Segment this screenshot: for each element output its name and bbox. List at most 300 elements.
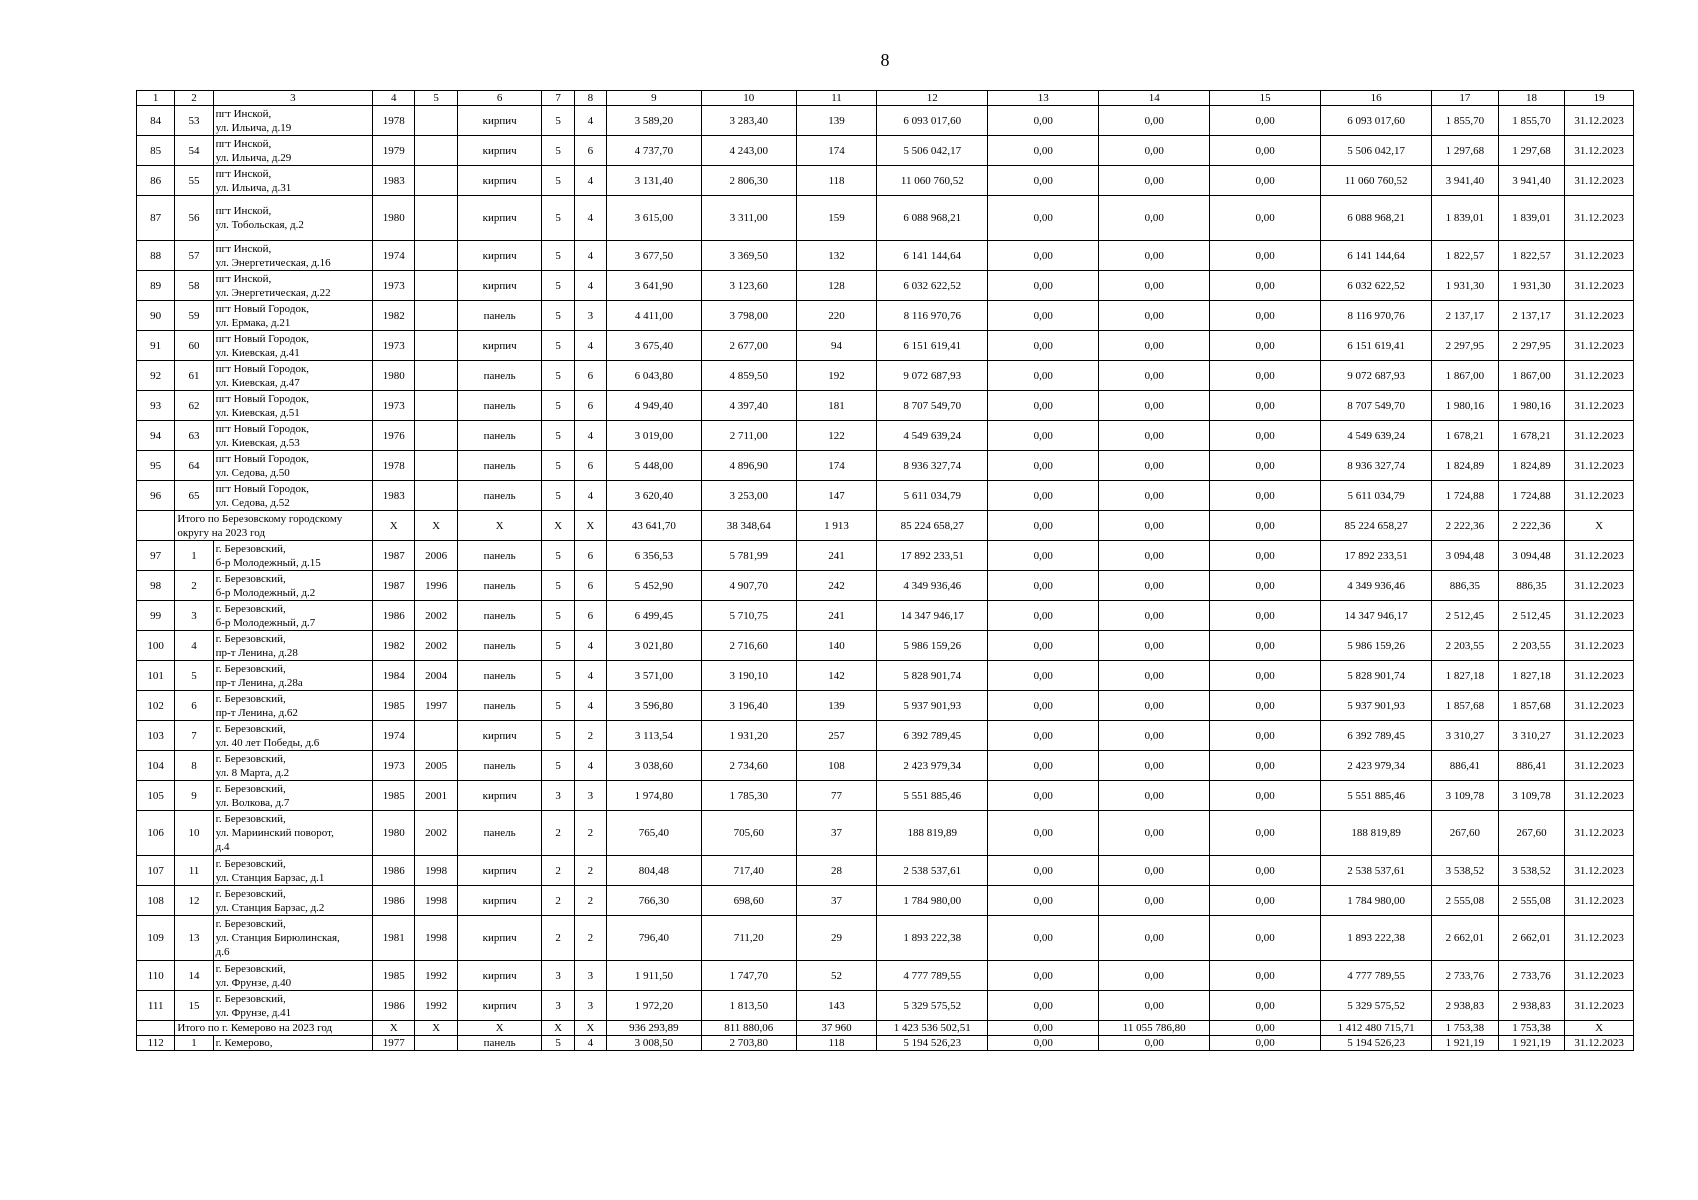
table-cell: 17 892 233,51 [877, 541, 988, 571]
table-cell: 1 867,00 [1498, 361, 1565, 391]
table-cell [415, 271, 457, 301]
address-cell: г. Березовский, ул. Станция Бирюлинская, д.6 [213, 916, 372, 961]
table-cell: 257 [796, 721, 877, 751]
table-cell: 31.12.2023 [1565, 916, 1634, 961]
table-cell: 0,00 [1210, 811, 1321, 856]
address-cell: пгт Инской, ул. Ильича, д.29 [213, 136, 372, 166]
table-cell: 118 [796, 1036, 877, 1051]
table-cell: 31.12.2023 [1565, 886, 1634, 916]
table-cell: 0,00 [1099, 241, 1210, 271]
table-cell: кирпич [457, 916, 542, 961]
table-cell: 5 937 901,93 [1321, 691, 1432, 721]
table-cell: 1977 [373, 1036, 415, 1051]
table-cell: панель [457, 451, 542, 481]
table-cell: 0,00 [1099, 601, 1210, 631]
address-cell: г. Березовский, ул. Волкова, д.7 [213, 781, 372, 811]
table-cell: 1 [175, 1036, 213, 1051]
address-cell: г. Березовский, пр-т Ленина, д.28а [213, 661, 372, 691]
table-cell: 4 [574, 691, 606, 721]
table-cell: 31.12.2023 [1565, 991, 1634, 1021]
table-cell: 0,00 [988, 691, 1099, 721]
table-cell: 31.12.2023 [1565, 856, 1634, 886]
table-cell: 62 [175, 391, 213, 421]
table-cell: кирпич [457, 136, 542, 166]
table-cell: 5 [542, 751, 574, 781]
table-cell: 5 [542, 301, 574, 331]
table-cell: 57 [175, 241, 213, 271]
table-cell: 84 [137, 106, 175, 136]
column-number: 19 [1565, 91, 1634, 106]
table-cell: 0,00 [1099, 916, 1210, 961]
table-cell: 8 116 970,76 [877, 301, 988, 331]
table-cell: 2 716,60 [701, 631, 796, 661]
table-cell: 1981 [373, 916, 415, 961]
table-cell: 31.12.2023 [1565, 391, 1634, 421]
table-cell: 11 060 760,52 [1321, 166, 1432, 196]
table-cell: X [457, 511, 542, 541]
table-cell: 8 707 549,70 [1321, 391, 1432, 421]
table-cell: 85 224 658,27 [877, 511, 988, 541]
table-cell: 2 [175, 571, 213, 601]
table-cell: 5 [542, 631, 574, 661]
table-cell: 2 [574, 886, 606, 916]
column-number-row [137, 91, 1634, 106]
table-cell: 4 549 639,24 [1321, 421, 1432, 451]
table-cell: 4 [574, 421, 606, 451]
table-cell: 2006 [415, 541, 457, 571]
table-row [137, 166, 1634, 196]
table-cell: 0,00 [988, 421, 1099, 451]
table-cell: 3 675,40 [607, 331, 702, 361]
table-cell: 1984 [373, 661, 415, 691]
table-cell: 31.12.2023 [1565, 541, 1634, 571]
table-cell: 0,00 [988, 361, 1099, 391]
table-cell [415, 361, 457, 391]
address-cell: г. Березовский, ул. Мариинский поворот, д.4 [213, 811, 372, 856]
table-cell: 6 [574, 136, 606, 166]
table-cell: 267,60 [1432, 811, 1499, 856]
address-cell: пгт Новый Городок, ул. Киевская, д.41 [213, 331, 372, 361]
table-cell: 31.12.2023 [1565, 661, 1634, 691]
table-cell: 1998 [415, 886, 457, 916]
table-cell: кирпич [457, 721, 542, 751]
table-cell: 0,00 [1210, 631, 1321, 661]
table-cell: 1986 [373, 601, 415, 631]
table-cell: 174 [796, 451, 877, 481]
table-cell: 0,00 [1099, 661, 1210, 691]
table-body [137, 106, 1634, 1051]
table-cell: 2 [542, 856, 574, 886]
table-cell: 6 [574, 601, 606, 631]
table-cell: 0,00 [988, 106, 1099, 136]
table-cell: 1986 [373, 991, 415, 1021]
table-cell: 0,00 [1210, 241, 1321, 271]
table-cell: 705,60 [701, 811, 796, 856]
table-cell: 0,00 [988, 196, 1099, 241]
table-cell: 31.12.2023 [1565, 421, 1634, 451]
table-cell: 3 677,50 [607, 241, 702, 271]
table-cell: 5 986 159,26 [877, 631, 988, 661]
housing-registry-table [136, 90, 1634, 1051]
table-cell: 2 555,08 [1498, 886, 1565, 916]
table-cell: 0,00 [1099, 136, 1210, 166]
table-cell: панель [457, 691, 542, 721]
table-cell: 3 596,80 [607, 691, 702, 721]
table-cell: 3 109,78 [1498, 781, 1565, 811]
table-cell: 4 549 639,24 [877, 421, 988, 451]
table-cell: 1985 [373, 691, 415, 721]
table-cell: 132 [796, 241, 877, 271]
table-cell: 0,00 [1210, 961, 1321, 991]
table-cell: 0,00 [988, 136, 1099, 166]
table-row [137, 541, 1634, 571]
table-cell: 4 737,70 [607, 136, 702, 166]
table-cell: 87 [137, 196, 175, 241]
table-cell: 3 589,20 [607, 106, 702, 136]
table-cell: 0,00 [988, 481, 1099, 511]
table-cell [415, 1036, 457, 1051]
table-cell: 102 [137, 691, 175, 721]
table-cell: 711,20 [701, 916, 796, 961]
table-cell: 54 [175, 136, 213, 166]
table-cell: 0,00 [1210, 541, 1321, 571]
table-cell: 192 [796, 361, 877, 391]
table-cell: X [415, 511, 457, 541]
table-cell: 5 [542, 361, 574, 391]
table-cell: 3 094,48 [1432, 541, 1499, 571]
table-cell: 0,00 [1099, 106, 1210, 136]
table-cell [415, 481, 457, 511]
table-cell: панель [457, 631, 542, 661]
table-cell: 1 784 980,00 [877, 886, 988, 916]
table-cell: 1 921,19 [1432, 1036, 1499, 1051]
column-number: 1 [137, 91, 175, 106]
table-cell [415, 301, 457, 331]
table-cell: 5 [542, 661, 574, 691]
column-number: 14 [1099, 91, 1210, 106]
table-cell: 3 798,00 [701, 301, 796, 331]
table-cell: 0,00 [1099, 961, 1210, 991]
table-cell: 5 506 042,17 [1321, 136, 1432, 166]
table-row [137, 886, 1634, 916]
table-cell: 2 733,76 [1498, 961, 1565, 991]
table-cell: 12 [175, 886, 213, 916]
table-cell: 1983 [373, 166, 415, 196]
table-cell: 1992 [415, 991, 457, 1021]
table-cell: кирпич [457, 961, 542, 991]
table-cell: 6 151 619,41 [877, 331, 988, 361]
column-number: 5 [415, 91, 457, 106]
table-cell: 3 538,52 [1498, 856, 1565, 886]
table-cell: 0,00 [988, 1021, 1099, 1036]
table-cell: 5 [542, 691, 574, 721]
column-number: 4 [373, 91, 415, 106]
table-cell: 6 032 622,52 [1321, 271, 1432, 301]
table-cell: 2 512,45 [1432, 601, 1499, 631]
table-cell: 2 703,80 [701, 1036, 796, 1051]
table-cell: 2 662,01 [1432, 916, 1499, 961]
table-cell: 143 [796, 991, 877, 1021]
table-cell: 29 [796, 916, 877, 961]
table-cell: 37 [796, 886, 877, 916]
table-cell: 0,00 [988, 961, 1099, 991]
table-cell: 0,00 [1099, 886, 1210, 916]
table-cell: 17 892 233,51 [1321, 541, 1432, 571]
address-cell: пгт Новый Городок, ул. Ермака, д.21 [213, 301, 372, 331]
table-cell: 37 [796, 811, 877, 856]
table-cell: 3 [574, 781, 606, 811]
table-cell: 5 [542, 451, 574, 481]
table-cell: 3 310,27 [1498, 721, 1565, 751]
table-cell: 104 [137, 751, 175, 781]
table-cell: 2005 [415, 751, 457, 781]
table-cell: 0,00 [988, 1036, 1099, 1051]
table-cell: 4 [574, 271, 606, 301]
table-cell: 5 [542, 601, 574, 631]
table-cell: 1 913 [796, 511, 877, 541]
table-cell: 9 072 687,93 [877, 361, 988, 391]
table-cell: 0,00 [1099, 751, 1210, 781]
table-cell: 1997 [415, 691, 457, 721]
address-cell: пгт Инской, ул. Ильича, д.31 [213, 166, 372, 196]
table-cell: 241 [796, 541, 877, 571]
table-cell: 65 [175, 481, 213, 511]
table-cell: 1987 [373, 571, 415, 601]
table-cell: 717,40 [701, 856, 796, 886]
table-cell: 9 072 687,93 [1321, 361, 1432, 391]
table-cell: X [574, 511, 606, 541]
table-cell: 3 571,00 [607, 661, 702, 691]
table-cell: 3 [574, 301, 606, 331]
table-cell: 100 [137, 631, 175, 661]
table-cell: 1 [175, 541, 213, 571]
table-cell: X [542, 511, 574, 541]
table-cell: 58 [175, 271, 213, 301]
table-cell: 5 [542, 1036, 574, 1051]
table-cell: 1 678,21 [1498, 421, 1565, 451]
table-cell: 4 [574, 106, 606, 136]
table-cell: 0,00 [1099, 391, 1210, 421]
table-row [137, 751, 1634, 781]
table-cell [415, 106, 457, 136]
table-cell: 0,00 [1210, 1036, 1321, 1051]
table-cell: 4 [175, 631, 213, 661]
table-cell: 5 [542, 196, 574, 241]
table-cell: 0,00 [1210, 781, 1321, 811]
table-cell: 1 784 980,00 [1321, 886, 1432, 916]
table-cell: панель [457, 361, 542, 391]
table-cell: 1 980,16 [1432, 391, 1499, 421]
table-cell: 92 [137, 361, 175, 391]
table-cell: 1 857,68 [1432, 691, 1499, 721]
table-cell: 1 824,89 [1432, 451, 1499, 481]
page-number: 8 [880, 50, 890, 70]
table-cell: 106 [137, 811, 175, 856]
table-row [137, 856, 1634, 886]
table-cell: 31.12.2023 [1565, 811, 1634, 856]
table-cell: кирпич [457, 886, 542, 916]
table-cell: 2 297,95 [1498, 331, 1565, 361]
table-cell: 1983 [373, 481, 415, 511]
table-cell: 936 293,89 [607, 1021, 702, 1036]
table-cell: 2 [542, 886, 574, 916]
table-cell: 0,00 [1210, 421, 1321, 451]
table-row [137, 1036, 1634, 1051]
table-cell: 56 [175, 196, 213, 241]
table-cell: 1 747,70 [701, 961, 796, 991]
table-cell: 6 356,53 [607, 541, 702, 571]
table-cell: 1 423 536 502,51 [877, 1021, 988, 1036]
address-cell: г. Березовский, пр-т Ленина, д.62 [213, 691, 372, 721]
table-cell: 1 753,38 [1498, 1021, 1565, 1036]
table-cell: 0,00 [988, 241, 1099, 271]
table-cell: 31.12.2023 [1565, 331, 1634, 361]
table-cell: X [373, 511, 415, 541]
table-cell: панель [457, 811, 542, 856]
table-cell: 0,00 [1210, 166, 1321, 196]
table-cell: 1 724,88 [1498, 481, 1565, 511]
table-cell: 3 615,00 [607, 196, 702, 241]
table-cell: 8 936 327,74 [877, 451, 988, 481]
table-cell [415, 391, 457, 421]
column-number: 15 [1210, 91, 1321, 106]
address-cell: г. Березовский, б-р Молодежный, д.2 [213, 571, 372, 601]
table-cell: 2 677,00 [701, 331, 796, 361]
table-cell: 7 [175, 721, 213, 751]
table-cell: 5 194 526,23 [877, 1036, 988, 1051]
table-row [137, 241, 1634, 271]
table-cell: 886,41 [1432, 751, 1499, 781]
table-cell: 1976 [373, 421, 415, 451]
table-cell: 0,00 [1210, 721, 1321, 751]
table-cell: 1 724,88 [1432, 481, 1499, 511]
table-cell: 53 [175, 106, 213, 136]
table-cell: 1 972,20 [607, 991, 702, 1021]
table-cell: 1973 [373, 331, 415, 361]
table-row [137, 961, 1634, 991]
table-cell: 811 880,06 [701, 1021, 796, 1036]
table-cell: 99 [137, 601, 175, 631]
table-cell: 88 [137, 241, 175, 271]
table-cell: 1 857,68 [1498, 691, 1565, 721]
table-cell: 0,00 [1210, 481, 1321, 511]
table-cell: 0,00 [988, 541, 1099, 571]
table-cell: 31.12.2023 [1565, 481, 1634, 511]
table-cell: 89 [137, 271, 175, 301]
table-cell: 3 [175, 601, 213, 631]
table-cell: 85 [137, 136, 175, 166]
table-cell: 5 828 901,74 [877, 661, 988, 691]
table-cell: 3 369,50 [701, 241, 796, 271]
table-row [137, 661, 1634, 691]
table-cell: 3 [542, 961, 574, 991]
table-cell: 2002 [415, 811, 457, 856]
table-row [137, 631, 1634, 661]
table-cell: 2 222,36 [1498, 511, 1565, 541]
table-cell: 6 [574, 571, 606, 601]
table-cell [415, 196, 457, 241]
table-cell: 85 224 658,27 [1321, 511, 1432, 541]
table-cell: X [415, 1021, 457, 1036]
table-cell: 8 116 970,76 [1321, 301, 1432, 331]
table-cell: 5 194 526,23 [1321, 1036, 1432, 1051]
table-cell: 0,00 [1210, 691, 1321, 721]
table-cell: 4 [574, 751, 606, 781]
table-cell: 31.12.2023 [1565, 781, 1634, 811]
address-cell: пгт Новый Городок, ул. Киевская, д.51 [213, 391, 372, 421]
table-cell: 0,00 [1099, 451, 1210, 481]
table-cell: 0,00 [988, 511, 1099, 541]
table-cell: 3 019,00 [607, 421, 702, 451]
table-cell: 5 551 885,46 [877, 781, 988, 811]
table-cell: 886,35 [1498, 571, 1565, 601]
table-cell: 4 411,00 [607, 301, 702, 331]
table-cell: 0,00 [988, 991, 1099, 1021]
column-number: 3 [213, 91, 372, 106]
table-cell: 0,00 [1099, 196, 1210, 241]
table-cell: 2 938,83 [1432, 991, 1499, 1021]
table-cell: 0,00 [988, 721, 1099, 751]
table-cell: 1 822,57 [1432, 241, 1499, 271]
table-row [137, 331, 1634, 361]
address-cell: пгт Инской, ул. Ильича, д.19 [213, 106, 372, 136]
subtotal-label: Итого по г. Кемерово на 2023 год [175, 1021, 373, 1036]
table-cell [137, 1021, 175, 1036]
table-cell: 0,00 [1099, 541, 1210, 571]
table-row [137, 196, 1634, 241]
table-cell: 0,00 [988, 301, 1099, 331]
address-cell: г. Березовский, ул. Станция Барзас, д.1 [213, 856, 372, 886]
table-cell: 766,30 [607, 886, 702, 916]
table-cell: 122 [796, 421, 877, 451]
table-cell: 1980 [373, 196, 415, 241]
table-cell: 0,00 [1210, 361, 1321, 391]
table-cell: 3 196,40 [701, 691, 796, 721]
table-cell: 5 [175, 661, 213, 691]
table-cell: 0,00 [1099, 691, 1210, 721]
table-cell: 0,00 [1099, 301, 1210, 331]
table-cell: 5 [542, 271, 574, 301]
table-cell: 2 137,17 [1432, 301, 1499, 331]
table-row [137, 271, 1634, 301]
table-cell: 4 349 936,46 [877, 571, 988, 601]
address-cell: пгт Новый Городок, ул. Седова, д.52 [213, 481, 372, 511]
table-cell: 0,00 [1210, 916, 1321, 961]
table-cell: 110 [137, 961, 175, 991]
table-cell: 1973 [373, 751, 415, 781]
table-cell: 1973 [373, 391, 415, 421]
table-cell: 3 311,00 [701, 196, 796, 241]
subtotal-row [137, 1021, 1634, 1036]
table-cell: 0,00 [988, 811, 1099, 856]
table-cell: 2004 [415, 661, 457, 691]
address-cell: г. Березовский, ул. 40 лет Победы, д.6 [213, 721, 372, 751]
table-cell: 6 141 144,64 [1321, 241, 1432, 271]
table-cell: 77 [796, 781, 877, 811]
table-cell: 4 907,70 [701, 571, 796, 601]
table-cell: 1 931,30 [1432, 271, 1499, 301]
table-cell [415, 721, 457, 751]
table-cell: 1974 [373, 241, 415, 271]
table-row [137, 421, 1634, 451]
table-cell: 5 710,75 [701, 601, 796, 631]
table-cell: 139 [796, 106, 877, 136]
table-cell: 4 859,50 [701, 361, 796, 391]
table-cell: 0,00 [988, 631, 1099, 661]
table-cell: кирпич [457, 856, 542, 886]
table-cell: 2 512,45 [1498, 601, 1565, 631]
table-cell: 6 088 968,21 [1321, 196, 1432, 241]
